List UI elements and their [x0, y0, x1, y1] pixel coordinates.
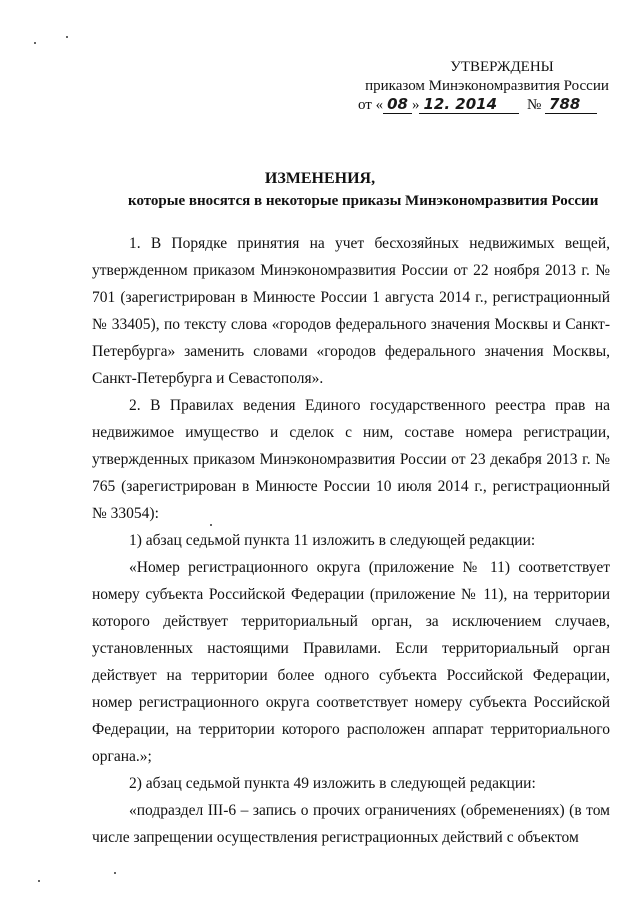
scan-speck — [66, 36, 68, 38]
document-title: ИЗМЕНЕНИЯ, — [264, 170, 376, 187]
paragraph-2-item-2: 2) абзац седьмой пункта 49 изложить в следующей редакции: — [129, 775, 536, 792]
paragraph-2-item-1: 1) абзац седьмой пункта 11 изложить в следующей редакции: — [129, 532, 536, 549]
paragraph-1: 1. В Порядке принятия на учет бесхозяйных недвижимых вещей, утвержденном приказом Минэкономразвития России от 22 ноября 2013 г. № 701 (зарегистрирован в Минюсте России 1 августа 2014 г., регистрационный № 33405), по тексту слова «городов федерального значения Москвы и Санкт-Петербурга» заменить словами «городов федерального значения Москвы, Санкт-Петербурга и Севастополя». — [92, 235, 610, 387]
document-subtitle: которые вносятся в некоторые приказы Минэкономразвития России — [128, 193, 599, 209]
scan-speck — [210, 524, 212, 526]
paragraph-2-item-1-quote: «Номер регистрационного округа (приложение № 11) соответствует номеру субъекта Российской Федерации (приложение № 11), на территории которого действует территориальный орган, за исключением случаев, установленных настоящими Правилами. Если территориальный орган действует на территории более одного субъекта Российской Федерации, номер регистрационного округа соответствует номеру субъекта Российской Федерации, на территории которого расположен аппарат территориального органа.»; — [92, 559, 610, 765]
handwritten-month-year: 12. 2014 — [419, 96, 519, 114]
approval-heading: УТВЕРЖДЕНЫ — [450, 59, 554, 75]
number-label: № — [526, 97, 542, 113]
paragraph-2-item-2-quote: «подраздел III-6 – запись о прочих ограничениях (обременениях) (в том числе запрещении осуществления регистрационных действий с объектом — [92, 802, 610, 846]
scan-speck — [38, 880, 40, 882]
handwritten-day: 08 — [383, 96, 412, 114]
scan-speck — [34, 42, 36, 44]
scan-speck — [114, 872, 116, 874]
approval-order-line: приказом Минэкономразвития России — [365, 78, 609, 94]
approval-block — [352, 58, 622, 115]
approval-date-line — [352, 96, 622, 115]
document-body — [92, 230, 610, 851]
handwritten-order-number: 788 — [545, 96, 597, 114]
date-prefix: от « — [358, 97, 384, 113]
paragraph-2: 2. В Правилах ведения Единого государственного реестра прав на недвижимое имущество и сделок с ним, составе номера регистрации, утвержденных приказом Минэкономразвития России от 23 декабря 2013 г. № 765 (зарегистрирован в Минюсте России 10 июля 2014 г., регистрационный № 33054): — [92, 397, 610, 522]
date-mid: » — [411, 97, 420, 113]
